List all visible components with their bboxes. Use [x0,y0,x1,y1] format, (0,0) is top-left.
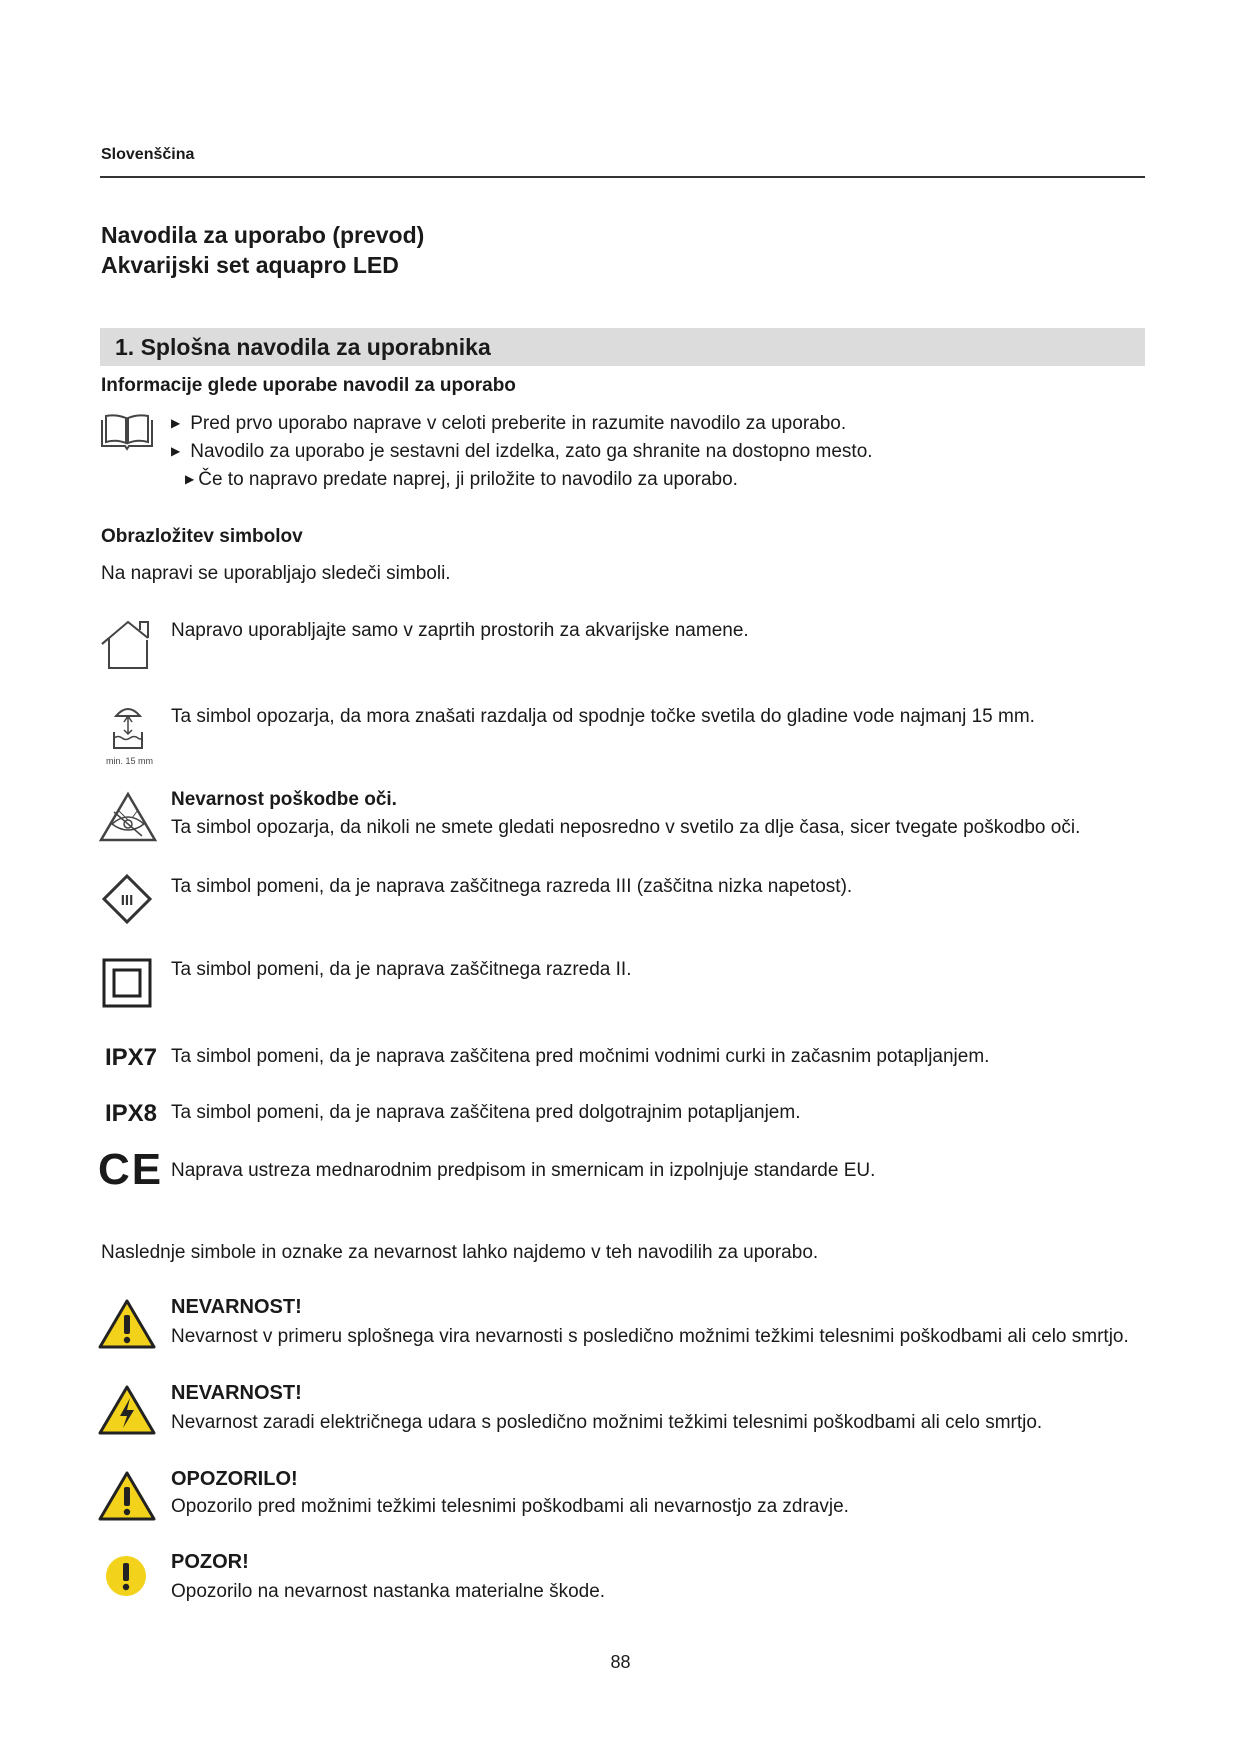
distance-label: min. 15 mm [106,756,154,766]
hazard-text: Opozorilo na nevarnost nastanka materialne škode. [171,1581,606,1602]
list-item: ▶ Navodilo za uporabo je sestavni del izdelka, zato ga shranite na dostopno mesto. [171,441,873,462]
eye-hazard-title: Nevarnost poškodbe oči. [171,789,397,810]
header-rule [100,176,1145,178]
ce-text: Naprava ustreza mednarodnim predpisom in smernicam in izpolnjuje standarde EU. [171,1160,876,1181]
eye-hazard-icon [98,790,158,849]
caution-icon [104,1554,148,1603]
ipx8-text: Ta simbol pomeni, da je naprava zaščitena pred dolgotrajnim potapljanjem. [171,1102,801,1123]
section-heading-bar [100,328,1145,366]
ipx8-label: IPX8 [105,1100,158,1127]
protection-class-3-icon [102,874,152,929]
general-danger-icon [98,1298,156,1355]
class2-text: Ta simbol pomeni, da je naprava zaščitnega razreda II. [171,959,632,980]
document-subtitle: Akvarijski set aquapro LED [101,252,399,278]
symbols-intro: Na napravi se uporabljajo sledeči simboli. [101,563,451,584]
hazard-title: NEVARNOST! [171,1296,302,1318]
symbol-distance-text: Ta simbol opozarja, da mora znašati razdalja od spodnje točke svetila do gladine vode najmanj 15 mm. [171,706,1035,727]
ipx7-text: Ta simbol pomeni, da je naprava zaščitena pred močnimi vodnimi curki in začasnim potapljanjem. [171,1046,990,1067]
protection-class-2-icon [102,958,152,1013]
info-heading: Informacije glede uporabe navodil za uporabo [101,375,516,396]
electric-danger-icon [98,1384,156,1441]
eye-hazard-text: Ta simbol opozarja, da nikoli ne smete gledati neposredno v svetilo za dlje časa, sicer tvegate poškodbo oči. [171,817,1081,838]
lamp-distance-icon [108,702,148,759]
language-label: Slovenščina [101,146,195,163]
class3-text: Ta simbol pomeni, da je naprava zaščitnega razreda III (zaščitna nizka napetost). [171,876,853,897]
class3-mark: III [120,892,134,909]
hazard-intro: Naslednje simbole in oznake za nevarnost lahko najdemo v teh navodilih za uporabo. [101,1242,819,1263]
hazard-title: POZOR! [171,1551,249,1573]
document-title: Navodila za uporabo (prevod) [101,222,425,248]
house-icon [100,618,156,675]
book-icon [98,412,156,457]
symbols-heading: Obrazložitev simbolov [101,526,303,547]
bullet-icon: ▶ [185,472,195,486]
hazard-title: NEVARNOST! [171,1382,302,1404]
section-heading: 1. Splošna navodila za uporabnika [115,334,491,360]
ipx7-label: IPX7 [105,1044,158,1071]
list-item: ▶ Pred prvo uporabo naprave v celoti preberite in razumite navodilo za uporabo. [171,413,847,434]
hazard-text: Opozorilo pred možnimi težkimi telesnimi poškodbami ali nevarnostjo za zdravje. [171,1496,849,1517]
page-number: 88 [610,1652,631,1672]
hazard-title: OPOZORILO! [171,1468,298,1490]
list-item: ▶ Če to napravo predate naprej, ji priložite to navodilo za uporabo. [185,469,738,490]
hazard-text: Nevarnost v primeru splošnega vira nevarnosti s posledično možnimi težkimi telesnimi poškodbami ali celo smrtjo. [171,1326,1129,1347]
bullet-icon: ▶ [171,416,181,430]
ce-mark: CE [98,1145,164,1194]
hazard-text: Nevarnost zaradi električnega udara s posledično možnimi težkimi telesnimi poškodbami ali celo smrtjo. [171,1412,1043,1433]
warning-icon [98,1470,156,1527]
bullet-icon: ▶ [171,444,181,458]
symbol-indoor-text: Napravo uporabljajte samo v zaprtih prostorih za akvarijske namene. [171,620,749,641]
